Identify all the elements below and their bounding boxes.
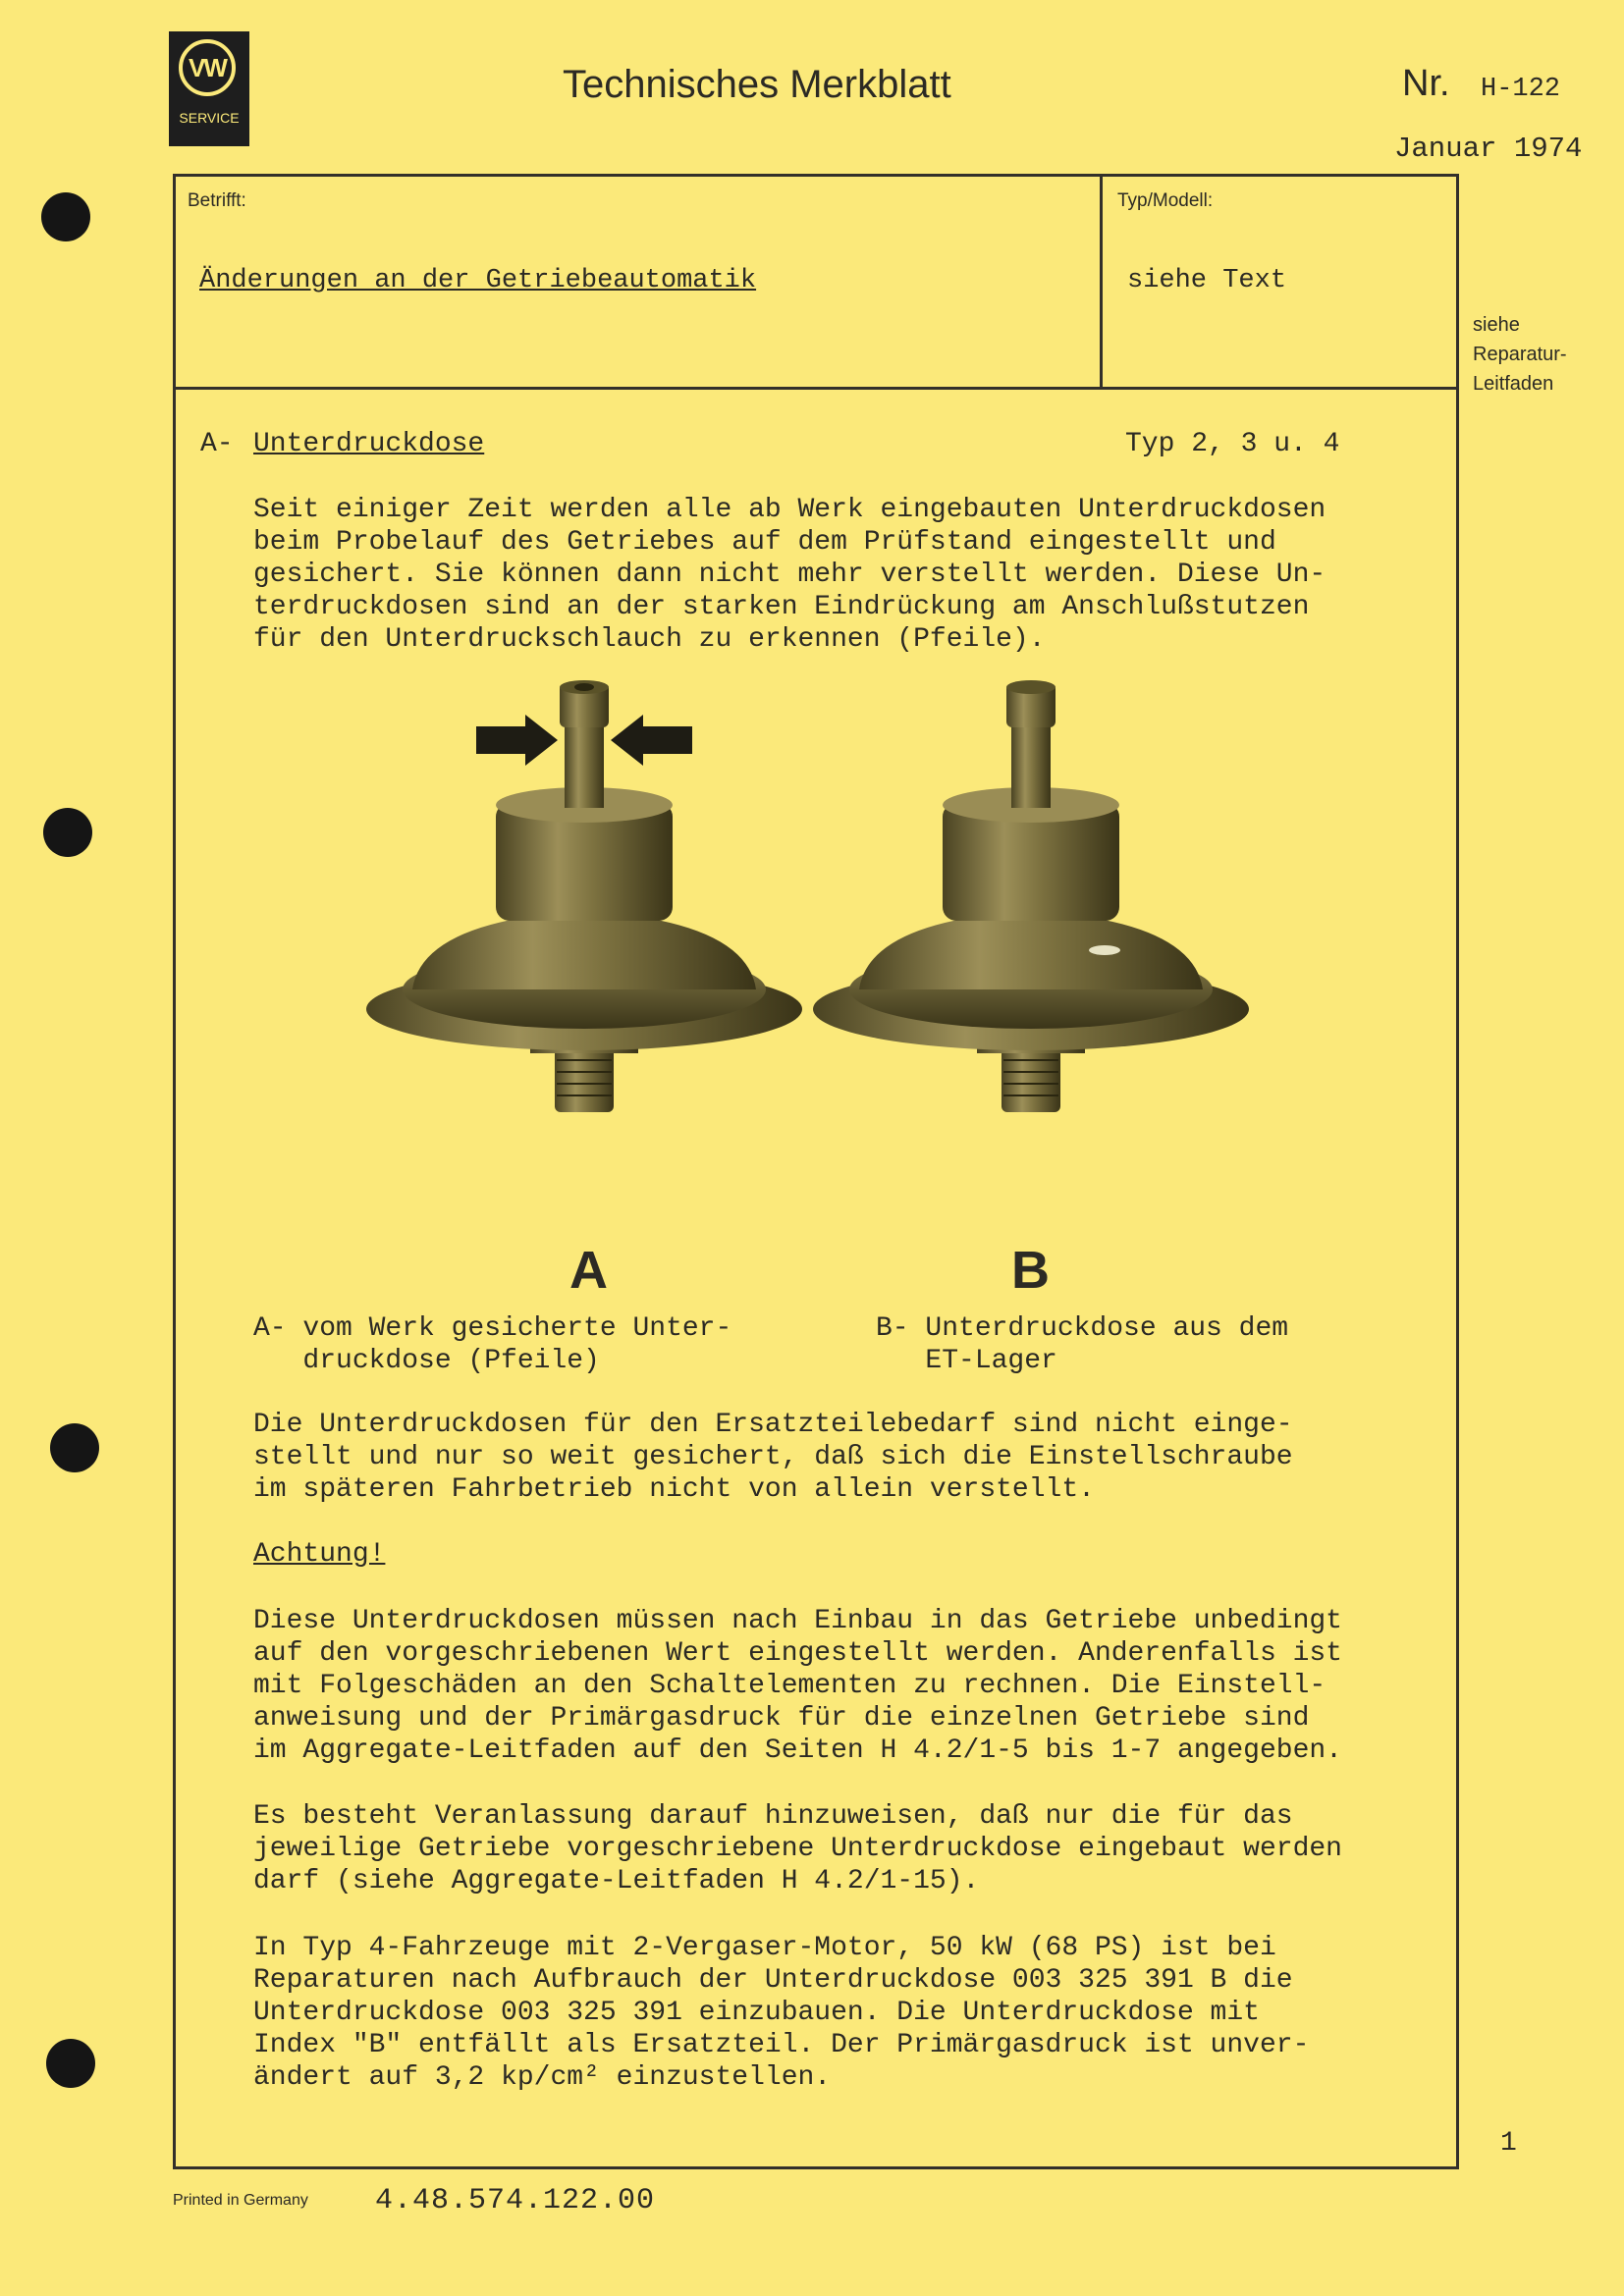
subject-text: Änderungen an der Getriebeautomatik <box>199 266 757 295</box>
paragraph-replacement-parts: Die Unterdruckdosen für den Ersatzteilebedarf sind nicht einge- stellt und nur so weit gesichert, daß sich die Einstellschraube im späteren Fahrbetrieb nicht von allein verstellt. <box>253 1410 1293 1505</box>
frame-left-rule <box>173 390 176 2169</box>
page-number: 1 <box>1500 2128 1517 2159</box>
typ-modell-value: siehe Text <box>1127 266 1287 295</box>
vacuum-unit-a <box>366 680 802 1112</box>
vacuum-units-photo <box>363 675 1257 1225</box>
typ-modell-label: Typ/Modell: <box>1117 190 1214 211</box>
achtung-heading: Achtung! <box>253 1539 386 1570</box>
number-label: Nr. <box>1402 63 1450 104</box>
frame-bottom-rule <box>173 2166 1459 2169</box>
section-a-prefix: A- <box>200 429 234 459</box>
punch-hole-4 <box>46 2039 95 2088</box>
paragraph-warning: Diese Unterdruckdosen müssen nach Einbau in das Getriebe unbedingt auf den vorgeschriebenen Wert eingestellt werden. Anderenfalls ist mit Folgeschäden an den Schaltelementen zu rechnen. Die Einstell- anweisung und der Primärgasdruck für die einzelnen Getriebe sind im Aggregate-Leitfaden auf den Seiten H 4.2/1-5 bis 1-7 angegeben. <box>253 1606 1342 1766</box>
figure-label-a: A <box>569 1241 608 1300</box>
side-note: siehe Reparatur- Leitfaden <box>1473 314 1567 395</box>
vacuum-unit-b <box>813 680 1249 1112</box>
paragraph-typ4: In Typ 4-Fahrzeuge mit 2-Vergaser-Motor, 50 kW (68 PS) ist bei Reparaturen nach Aufbrauch der Unterdruckdose 003 325 391 B die Unterdruckdose 003 325 391 einzubauen. Die Unterdruckdose mit Index "B" entfällt als Ersatzteil. Der Primärgasdruck ist unver- ändert auf 3,2 kp/cm² einzustellen. <box>253 1933 1310 2093</box>
section-a-types: Typ 2, 3 u. 4 <box>1125 429 1340 459</box>
caption-b: B- Unterdruckdose aus dem ET-Lager <box>876 1313 1289 1376</box>
document-title: Technisches Merkblatt <box>563 63 951 106</box>
subject-box-divider <box>1100 174 1103 390</box>
betrifft-label: Betrifft: <box>188 190 246 211</box>
figure-label-b: B <box>1011 1241 1050 1300</box>
section-a-title: Unterdruckdose <box>253 429 485 459</box>
punch-hole-3 <box>50 1423 99 1472</box>
frame-right-rule <box>1456 390 1459 2169</box>
document-number: H-122 <box>1481 75 1561 104</box>
vw-service-logo: VW SERVICE <box>169 31 249 146</box>
punch-hole-2 <box>43 808 92 857</box>
document-code: 4.48.574.122.00 <box>375 2184 656 2217</box>
punch-hole-1 <box>41 192 90 241</box>
document-date: Januar 1974 <box>1394 133 1583 165</box>
caption-a: A- vom Werk gesicherte Unter- druckdose (Pfeile) <box>253 1313 732 1376</box>
section-a-paragraph: Seit einiger Zeit werden alle ab Werk eingebauten Unterdruckdosen beim Probelauf des Getriebes auf dem Prüfstand eingestellt und gesichert. Sie können dann nicht mehr verstellt werden. Diese Un- terdruckdosen sind an der starken Eindrückung am Anschlußstutzen für den Unterdruckschlauch zu erkennen (Pfeile). <box>253 495 1326 655</box>
paragraph-note: Es besteht Veranlassung darauf hinzuweisen, daß nur die für das jeweilige Getriebe vorgeschriebene Unterdruckdose eingebaut werden darf (siehe Aggregate-Leitfaden H 4.2/1-15). <box>253 1801 1342 1896</box>
printed-in-germany: Printed in Germany <box>173 2192 308 2209</box>
